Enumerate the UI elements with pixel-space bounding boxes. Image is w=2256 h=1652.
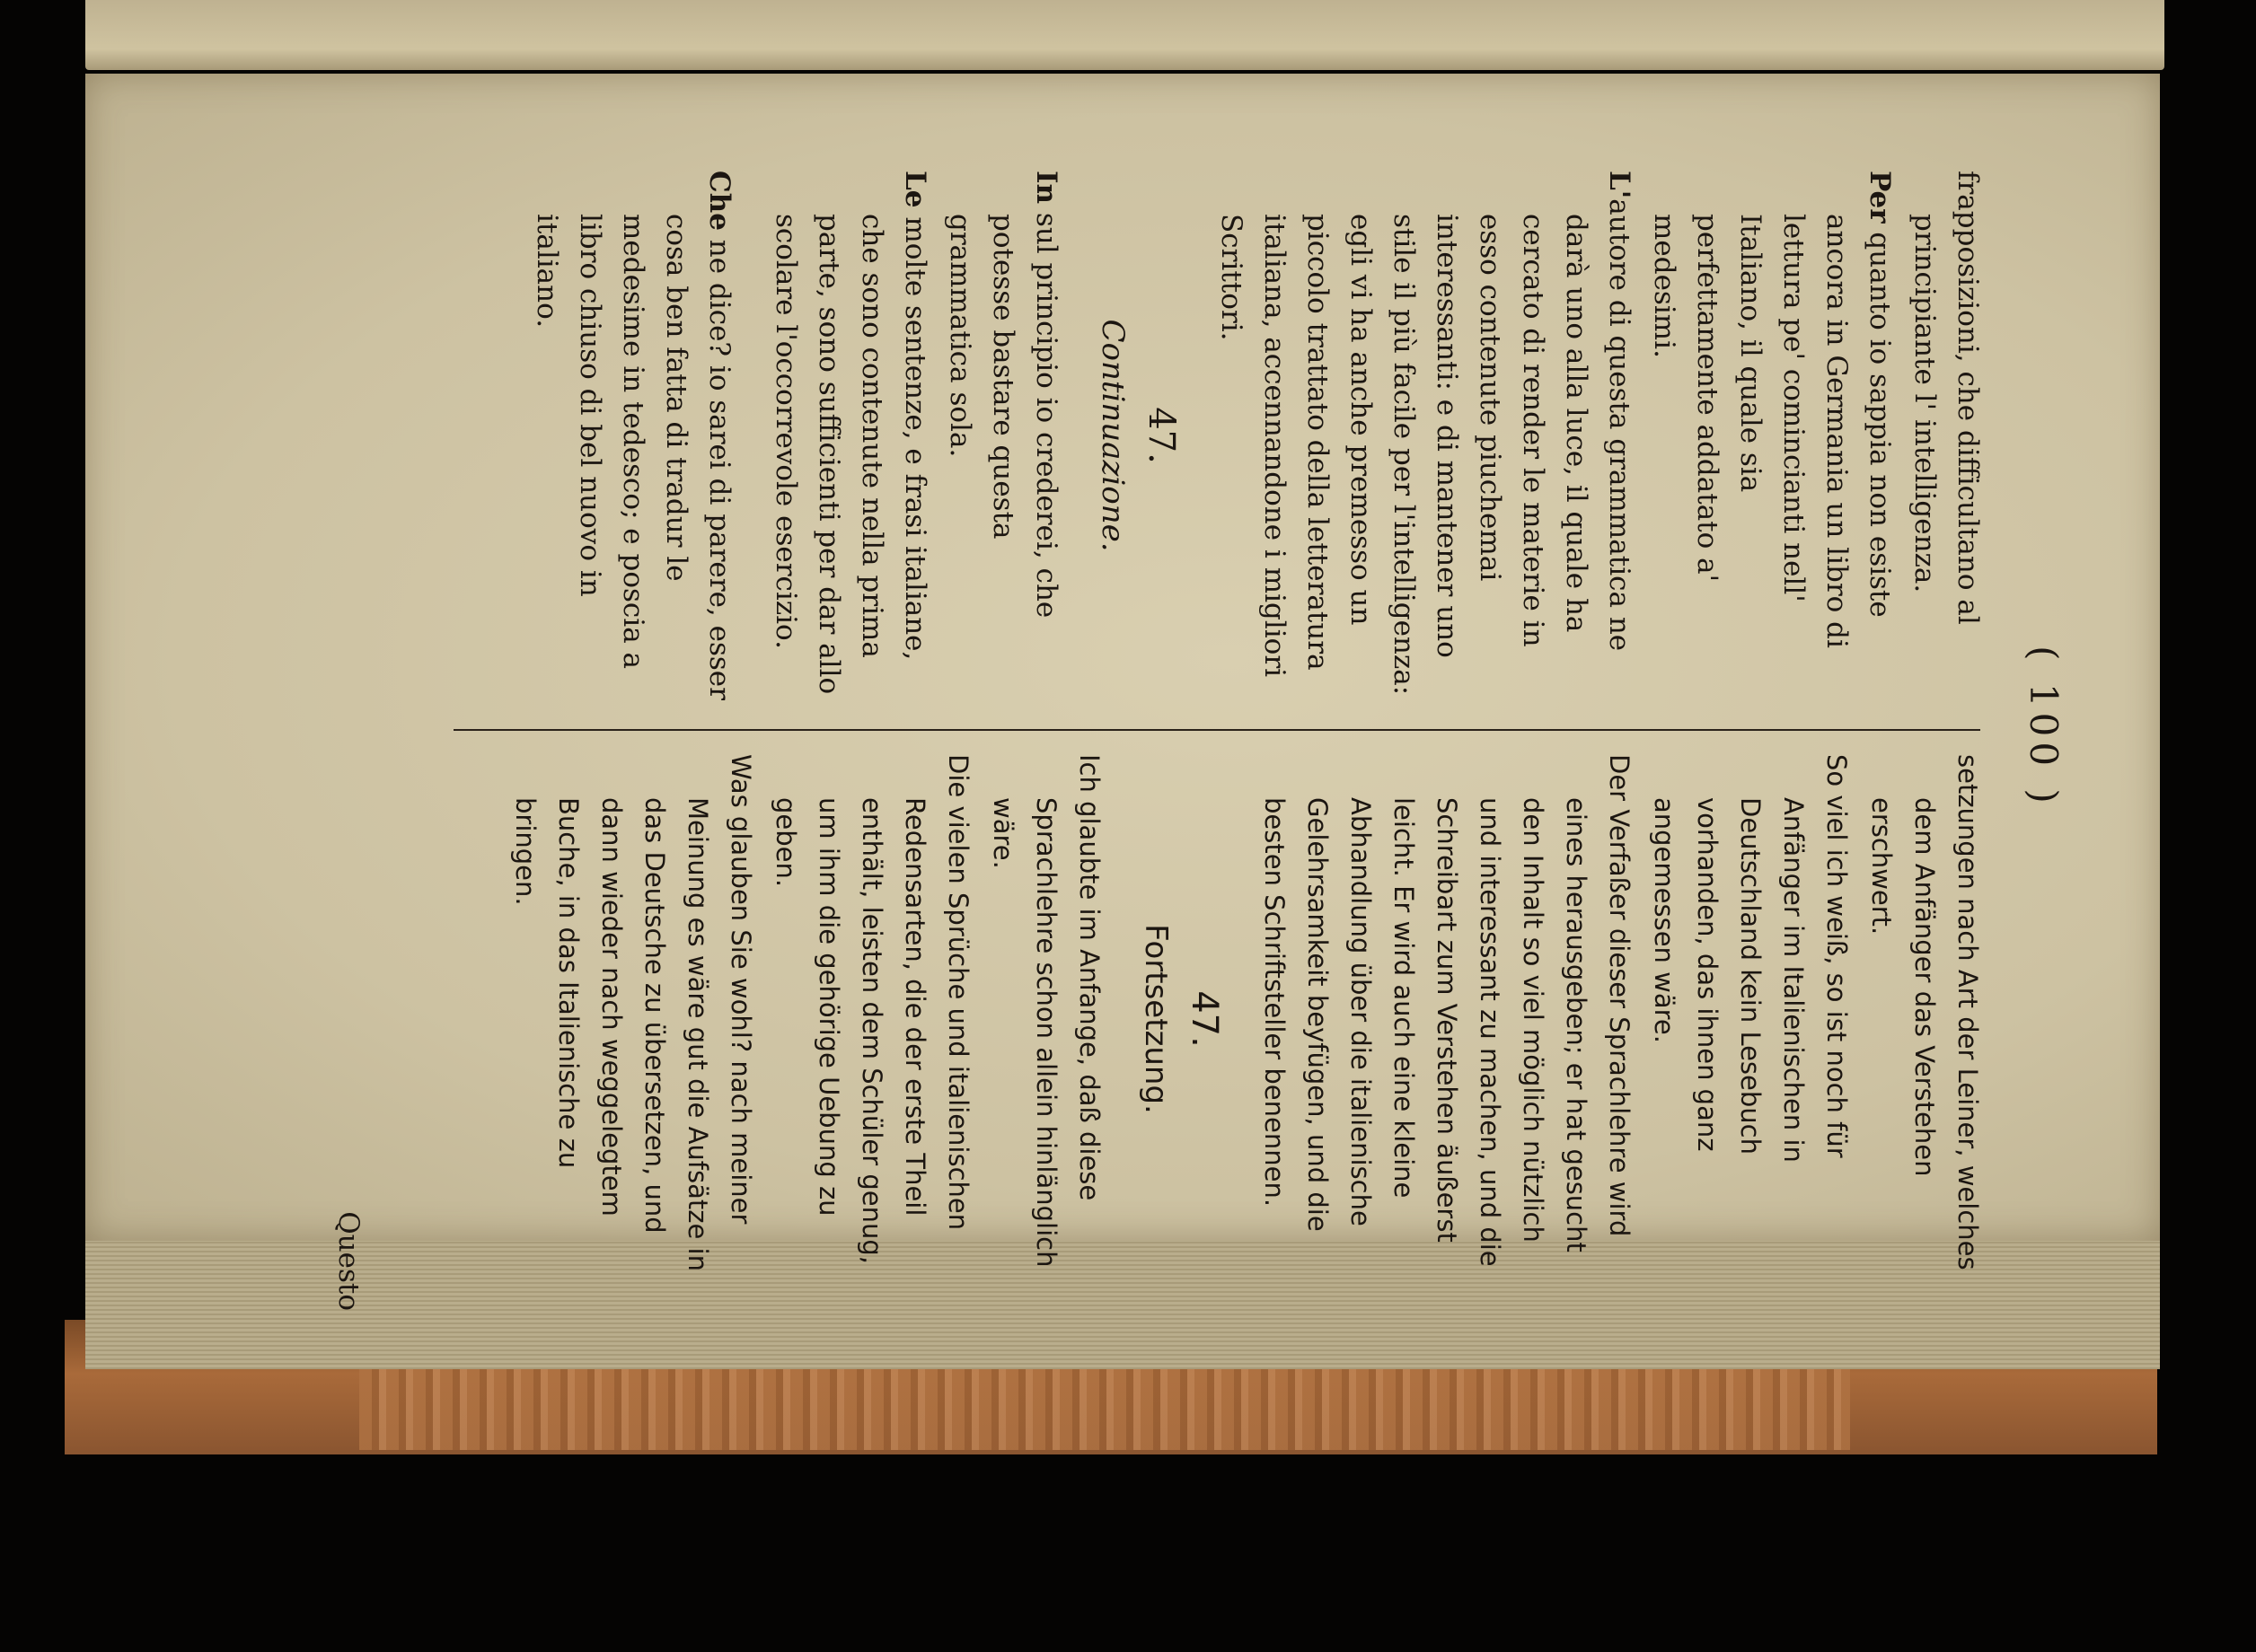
- german-paragraph: Die vielen Sprüche und italienischen Redensarten, die der erste Theil enthält, leisten dem Schüler genug, um ihm die gehörige Uebung zu geben.: [771, 754, 974, 1264]
- german-paragraph: So viel ich weiß, so ist noch für Anfänger im Italienischen in Deutschland kein Lesebuch vorhanden, das ihnen ganz angemessen wäre.: [1649, 754, 1852, 1163]
- rotated-page-content: [323, 135, 2155, 1320]
- italian-column: [524, 171, 1989, 700]
- italian-paragraph: frapposizioni, che difficultano al principiante l' intelligenza.: [1908, 171, 1984, 625]
- german-paragraph: setzungen nach Art der Leiner, welches dem Anfänger das Verstehen erschwert.: [1866, 754, 1983, 1270]
- italian-paragraph: L'autore di questa grammatica ne darà uno alla luce, il quale ha cercato di render le materie in esso contenute piuchemai interessanti: e di mantener uno stile il più facile per l'intelligenza: egli vi ha anche premesso un piccolo trattato della letteratura italiana, accennandone i migliori Scrittori.: [1215, 171, 1635, 696]
- italian-paragraph: Per quanto io sappia non esiste ancora in Germania un libro di lettura pe' comincianti nell' Italiano, il quale sia perfettamente addatato a' medesimi.: [1648, 171, 1896, 648]
- section-title: Continuazione.: [1095, 319, 1131, 552]
- german-column: [502, 754, 1989, 1284]
- german-paragraph: Ich glaubte im Anfange, daß diese Sprachlehre schon allein hinlänglich wäre.: [988, 754, 1105, 1268]
- page-number: ( 100 ): [2022, 646, 2066, 809]
- italian-paragraph: Che ne dice? io sarei di parere, esser cosa ben fatta di tradur le medesime in tedesco; e poscia a libro chiuso di bel nuovo in italiano.: [531, 171, 736, 700]
- section-number: 47.: [1184, 990, 1225, 1048]
- column-divider: [454, 729, 1980, 731]
- section-title: Fortsetzung.: [1138, 924, 1174, 1114]
- italian-paragraph: Le molte sentenze, e frasi italiane, che sono contenute nella prima parte, sono sufficienti per dar allo scolare l'occorrevole esercizio.: [770, 171, 931, 695]
- section-number: 47.: [1141, 407, 1182, 464]
- book-top-edge: [85, 0, 2164, 70]
- german-paragraph: Der Verfaßer dieser Sprachlehre wird eines herausgeben; er hat gesucht den Inhalt so viel möglich nützlich und interessant zu machen, und die Schreibart zum Verstehen äußerst leicht. Er wird auch eine kleine Abhandlung über die italienische Gelehrsamkeit beyfügen, und die besten Schriftsteller benennen.: [1259, 754, 1635, 1267]
- catchword: Questo: [332, 1211, 365, 1311]
- text-columns: [409, 171, 1989, 1293]
- german-paragraph: Was glauben Sie wohl? nach meiner Meinung es wäre gut die Aufsätze in das Deutsche zu übersetzen, und dann wieder nach weggelegtem Buche, in das Italienische zu bringen.: [510, 754, 756, 1271]
- italian-paragraph: In sul principio io crederei, che potesse bastare questa grammatica sola.: [944, 171, 1062, 619]
